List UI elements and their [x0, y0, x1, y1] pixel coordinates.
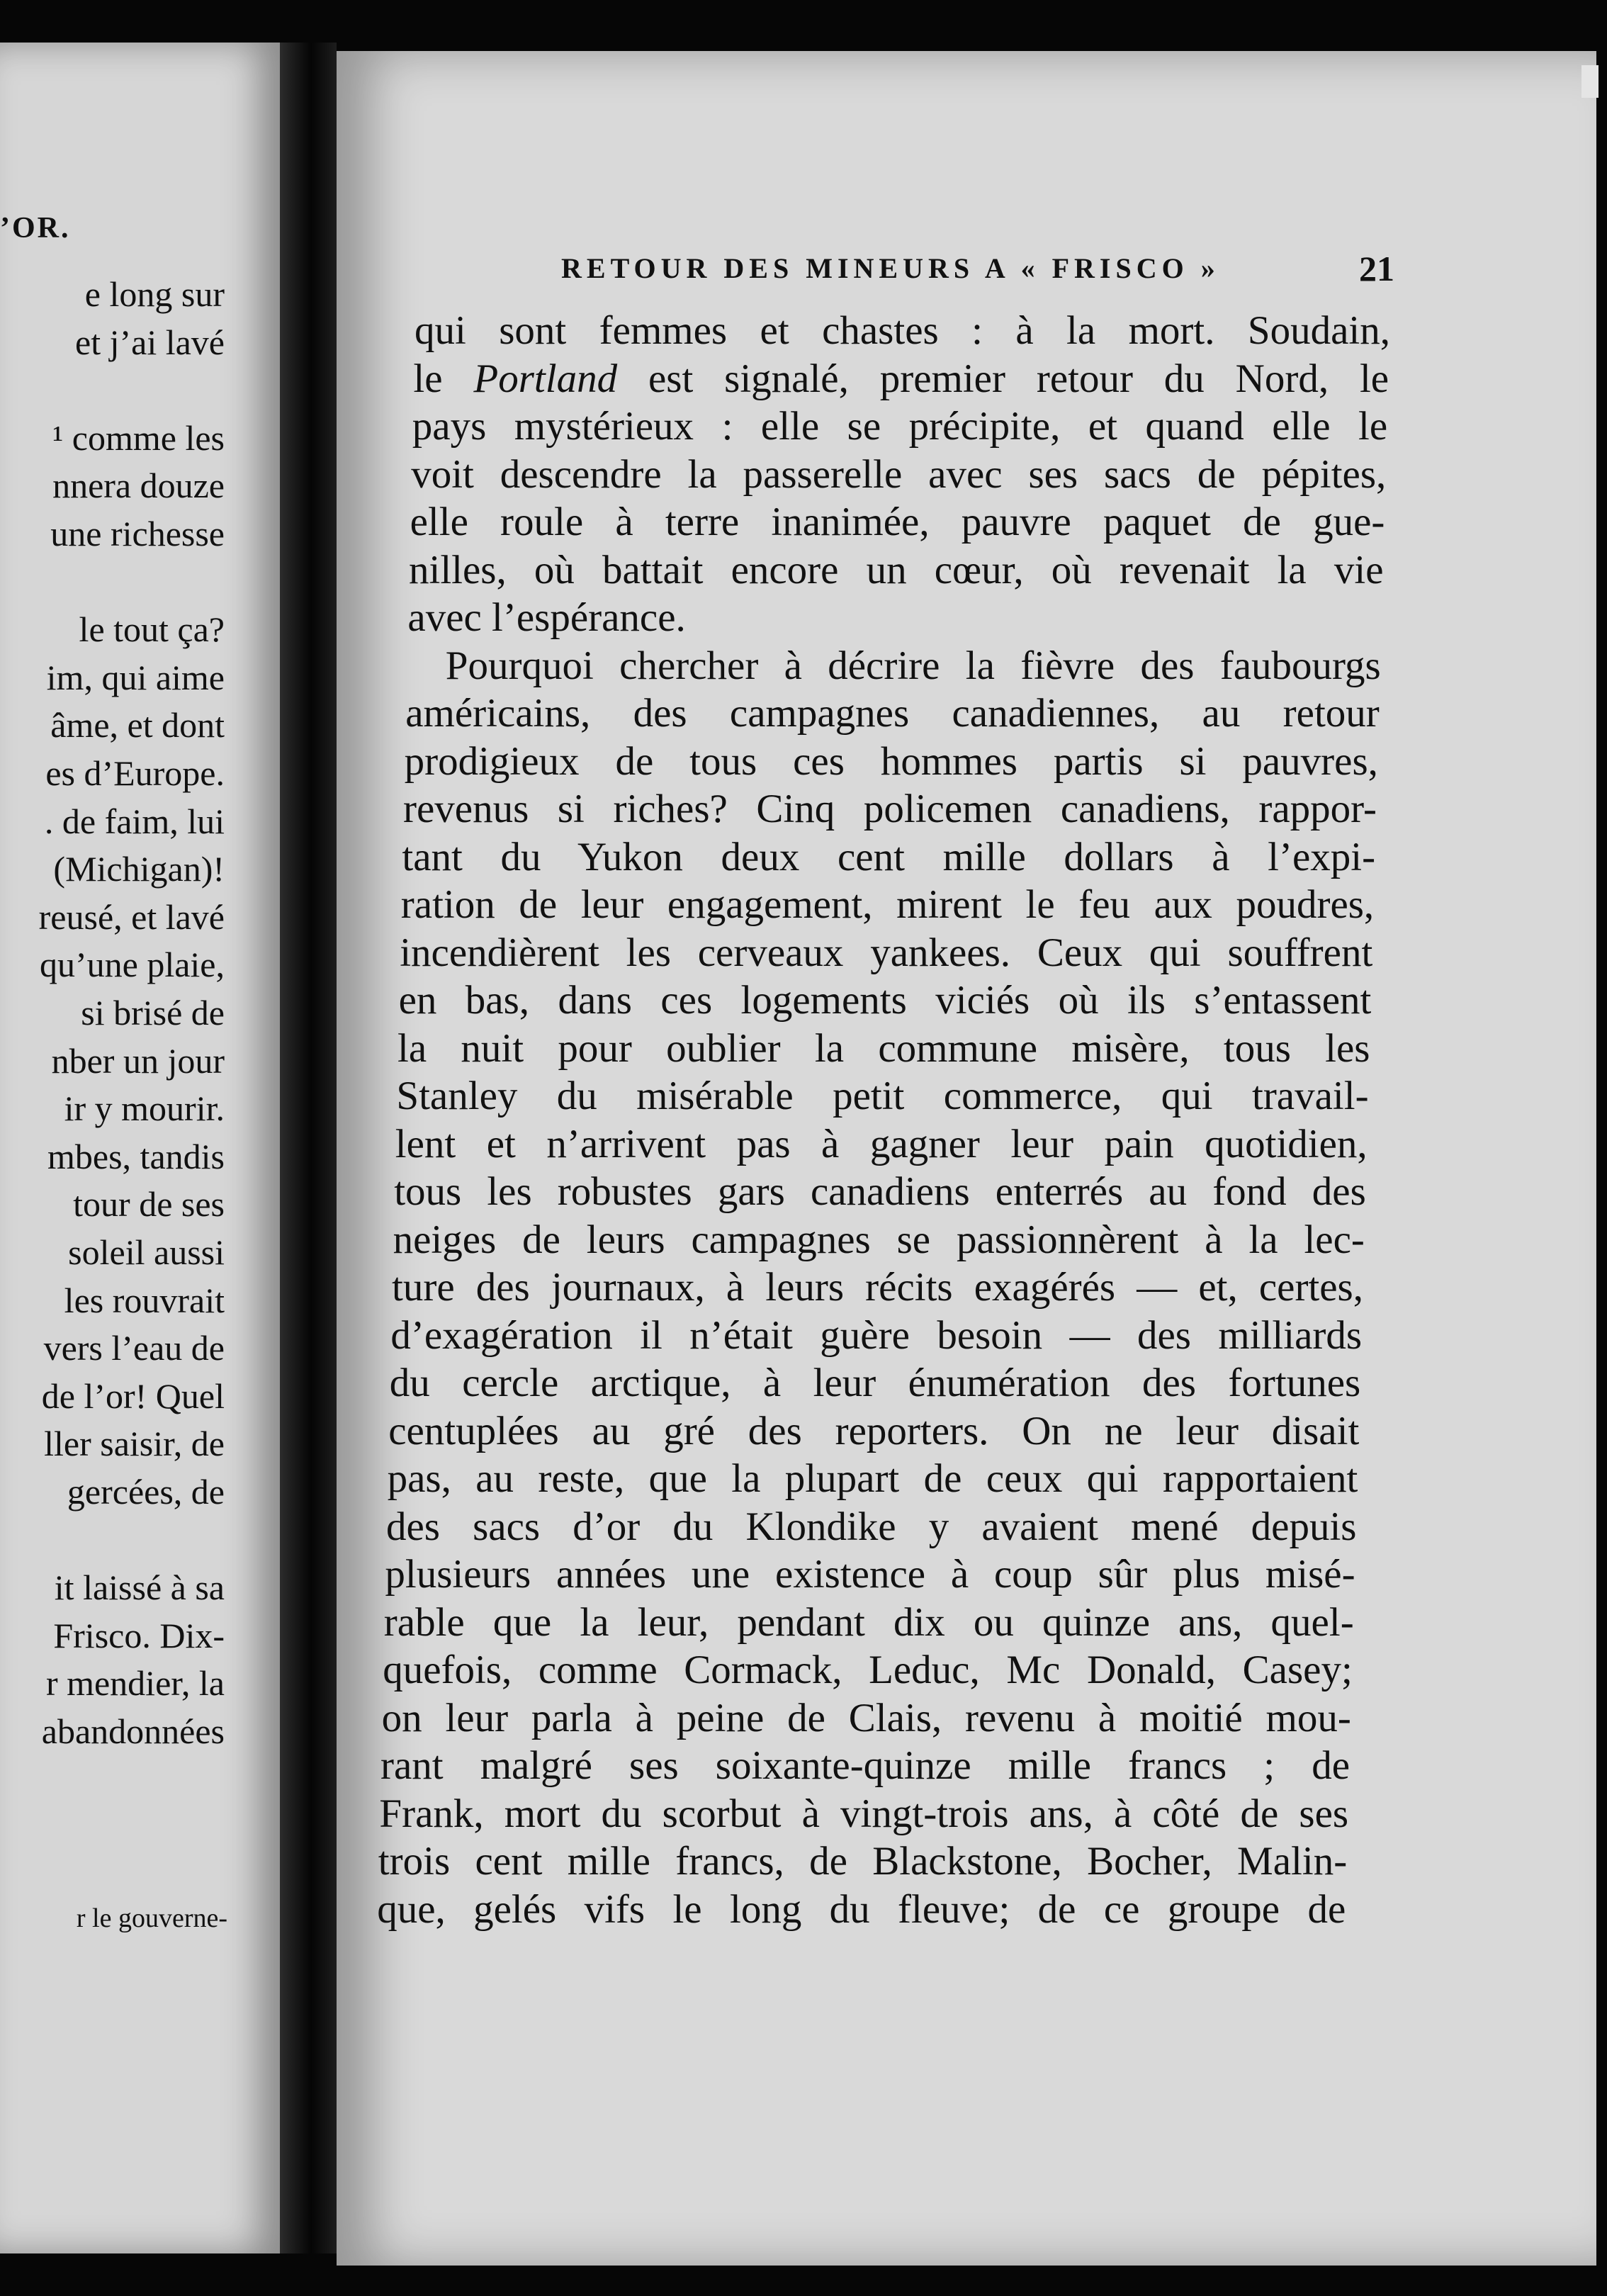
left-page — [0, 43, 280, 2253]
page-tab — [1581, 65, 1598, 98]
left-text-line: . de faim, lui — [44, 801, 225, 841]
left-text-line: e long sur — [84, 274, 225, 314]
body-text-line: trois cent mille francs, de Blackstone, Bocher, Malin- — [378, 1839, 1348, 1884]
left-text-line: ir y mourir. — [64, 1088, 225, 1129]
left-text-line: ller saisir, de — [44, 1424, 225, 1464]
body-text-line: ration de leur engagement, mirent le feu aux poudres, — [400, 882, 1375, 927]
body-text-line: Stanley du misérable petit commerce, qui travail- — [396, 1074, 1369, 1118]
body-text-line: quefois, comme Cormack, Leduc, Mc Donald, Casey; — [383, 1648, 1353, 1692]
body-text-line: prodigieux de tous ces hommes partis si pauvres, — [404, 738, 1378, 784]
left-text-line: et j’ai lavé — [75, 322, 225, 362]
body-text-line: rable que la leur, pendant dix ou quinze ans, quel- — [383, 1599, 1354, 1645]
body-text-line: des sacs d’or du Klondike y avaient mené depuis — [386, 1504, 1357, 1549]
book-gutter — [280, 43, 337, 2253]
left-text-line: soleil aussi — [68, 1232, 225, 1272]
left-text-line: vers l’eau de — [43, 1328, 225, 1368]
left-text-line: les rouvrait — [64, 1280, 225, 1320]
body-text-line: qui sont femmes et chastes : à la mort. Soudain, — [415, 308, 1390, 353]
body-text-line: revenus si riches? Cinq policemen canadiens, rappor- — [403, 787, 1377, 831]
left-text-line: abandonnées — [41, 1711, 225, 1751]
body-text-line: le Portland est signalé, premier retour du Nord, le — [413, 356, 1389, 401]
left-text-line: tour de ses — [73, 1184, 225, 1225]
body-text-line: incendièrent les cerveaux yankees. Ceux qui souffrent — [400, 930, 1373, 975]
left-footnote: r le gouverne- — [76, 1903, 227, 1933]
left-text-line: de l’or! Quel — [41, 1375, 225, 1416]
body-text-line: la nuit pour oublier la commune misère, tous les — [397, 1025, 1370, 1071]
body-text-line: pas, au reste, que la plupart de ceux qui rapportaient — [387, 1456, 1358, 1501]
ship-name: Portland — [473, 356, 618, 401]
left-running-head: ’OR. — [0, 212, 71, 244]
left-text-line: reusé, et lavé — [38, 896, 225, 937]
left-text-line: le tout ça? — [79, 609, 225, 650]
running-head: RETOUR DES MINEURS A « FRISCO » — [561, 252, 1220, 284]
body-text-line: ture des journaux, à leurs récits exagérés — et, certes, — [392, 1265, 1363, 1310]
left-text-line: im, qui aime — [46, 657, 225, 697]
body-text-line: Frank, mort du scorbut à vingt-trois ans, à côté de ses — [379, 1791, 1349, 1836]
left-text-line: es d’Europe. — [45, 753, 225, 793]
body-text-line: voit descendre la passerelle avec ses sacs de pépites, — [411, 451, 1387, 497]
left-text-line: qu’une plaie, — [39, 945, 225, 985]
left-text-line: mbes, tandis — [47, 1136, 225, 1176]
left-text-line: si brisé de — [81, 993, 225, 1032]
body-text-line: pays mystérieux : elle se précipite, et quand elle le — [412, 404, 1388, 449]
body-text-line: neiges de leurs campagnes se passionnèrent à la lec- — [393, 1217, 1365, 1262]
body-text-line: que, gelés vifs le long du fleuve; de ce groupe de — [377, 1886, 1346, 1932]
body-text-line: Pourquoi chercher à décrire la fièvre des faubourgs — [445, 643, 1381, 688]
left-text-line: Frisco. Dix- — [53, 1615, 225, 1655]
page-number: 21 — [1359, 249, 1394, 288]
left-text-line: ¹ comme les — [52, 417, 225, 458]
left-text-line: it laissé à sa — [54, 1568, 225, 1608]
body-text-line: tous les robustes gars canadiens enterrés au fond des — [394, 1169, 1366, 1214]
body-text-line: américains, des campagnes canadiennes, au retour — [405, 691, 1380, 736]
left-text-line: nber un jour — [51, 1040, 225, 1081]
left-text-line: nnera douze — [52, 466, 225, 506]
body-text-line: nilles, où battait encore un cœur, où revenait la vie — [409, 547, 1384, 592]
body-text-line: plusieurs années une existence à coup sûr plus misé- — [385, 1552, 1355, 1597]
left-text-line: gercées, de — [67, 1472, 225, 1512]
body-text-line: en bas, dans ces logements viciés où ils s’entassent — [398, 978, 1372, 1023]
left-text-line: une richesse — [50, 514, 225, 553]
body-text-line: elle roule à terre inanimée, pauvre paquet de gue- — [410, 500, 1385, 544]
left-text-line: (Michigan)! — [53, 849, 225, 889]
body-text-line: du cercle arctique, à leur énumération des fortunes — [389, 1361, 1361, 1405]
body-text-line: centuplées au gré des reporters. On ne leur disait — [388, 1408, 1360, 1453]
body-text-line: on leur parla à peine de Clais, revenu à moitié mou- — [381, 1695, 1351, 1740]
left-text-line: r mendier, la — [45, 1663, 225, 1704]
body-text-line: d’exagération il n’était guère besoin — des milliards — [390, 1312, 1363, 1358]
body-text-line: avec l’espérance. — [407, 595, 686, 640]
left-text-line: âme, et dont — [50, 705, 225, 745]
body-text-line: rant malgré ses soixante-quinze mille francs ; de — [380, 1743, 1350, 1788]
body-text-line: lent et n’arrivent pas à gagner leur pain quotidien, — [395, 1121, 1368, 1166]
body-text-line: tant du Yukon deux cent mille dollars à l’expi- — [402, 834, 1376, 879]
